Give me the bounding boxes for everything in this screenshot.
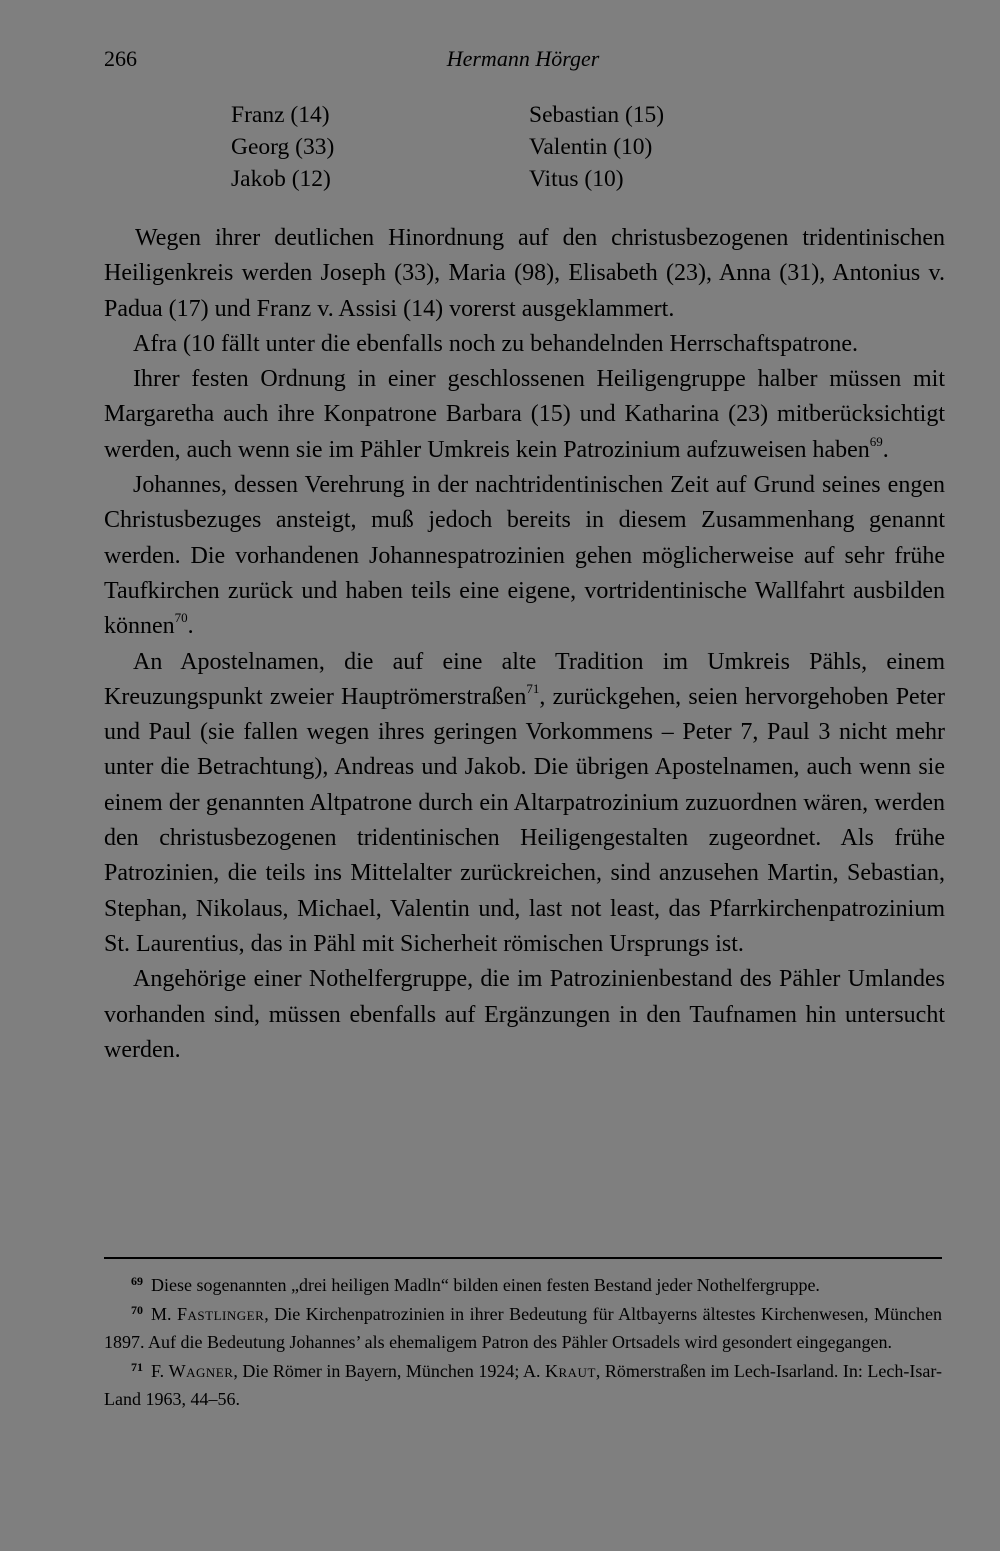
footnote-71: [104, 1357, 942, 1414]
footnote-text: , Die Kirchenpatrozinien in ihrer Bedeutung für Altbayerns ältestes Kirchenwesen, München 1897. Auf die Bedeutung Johannes’ als ehemaligem Patron des Pähler Ortsadels wird gesondert eingegangen.: [104, 1303, 942, 1352]
footnotes: [104, 1271, 942, 1414]
name-entry: Valentin (10): [529, 134, 653, 160]
paragraph-text: An Apostelnamen, die auf eine alte Tradition im Umkreis Pähls, einem Kreuzungspunkt zweier Hauptrömerstraßen: [104, 648, 945, 710]
footnote-text: , Die Römer in Bayern, München 1924; A.: [233, 1360, 545, 1381]
name-entry: Vitus (10): [529, 166, 624, 192]
running-head: Hermann Hörger: [446, 46, 600, 71]
paragraph-end: .: [882, 436, 889, 463]
paragraph: [104, 645, 945, 963]
paragraph: [104, 362, 945, 468]
page-header: [104, 46, 942, 76]
footnote-text: F.: [151, 1360, 169, 1381]
footnote-ref-69[interactable]: 69: [869, 433, 883, 449]
footnote-number: 71: [131, 1359, 143, 1374]
name-entry: Franz (14): [231, 102, 330, 128]
footnote-divider: [104, 1257, 942, 1259]
author-name: Wagner: [168, 1360, 234, 1381]
paragraph-end: .: [187, 613, 194, 640]
name-entry: Jakob (12): [231, 166, 331, 192]
footnote-number: 69: [131, 1274, 143, 1288]
footnote-text: Diese sogenannten „drei heiligen Madln“ bilden einen festen Bestand jeder Nothelfergruppe.: [151, 1275, 820, 1295]
paragraph-text: Ihrer festen Ordnung in einer geschlossenen Heiligengruppe halber müssen mit Margaretha auch ihre Konpatrone Barbara (15) und Katharina (23) mitberücksichtigt werden, auch wenn sie im Pähler Umkreis kein Patrozinium aufzuweisen haben: [104, 366, 945, 463]
page-number: 266: [104, 46, 137, 71]
paragraph: Angehörige einer Nothelfergruppe, die im Patrozinienbestand des Pähler Umlandes vorhanden sind, müssen ebenfalls auf Ergänzungen in den Taufnamen hin untersucht werden.: [104, 966, 945, 1063]
footnote-text: , Römerstraßen im Lech-Isarland. In: Lech-Isar-Land 1963, 44–56.: [104, 1360, 942, 1409]
name-entry: Georg (33): [231, 134, 335, 160]
author-name: Kraut: [545, 1360, 596, 1381]
paragraph-text: , zurückgehen, seien hervorgehoben Peter und Paul (sie fallen wegen ihres geringen Vorkommens – Peter 7, Paul 3 nicht mehr unter die Betrachtung), Andreas und Jakob. Die übrigen Apostelnamen, auch wenn sie einem der genannten Altpatrone durch ein Altarpatrozinium zuzuordnen wären, werden den christusbezogenen tridentinischen Heiligengestalten zugeordnet. Als frühe Patrozinien, die teils ins Mittelalter zurückreichen, sind anzusehen Martin, Sebastian, Stephan, Nikolaus, Michael, Valentin und, last not least, das Pfarrkirchenpatrozinium St. Laurentius, das in Pähl mit Sicherheit römischen Ursprungs ist.: [104, 683, 945, 957]
name-column-right: [529, 99, 664, 195]
author-name: Fastlinger: [177, 1303, 265, 1324]
footnote-70: [104, 1300, 942, 1357]
body-text: [104, 221, 945, 1068]
footnote-69: [104, 1271, 942, 1300]
paragraph-text: Johannes, dessen Verehrung in der nachtridentinischen Zeit auf Grund seines engen Christusbezuges ansteigt, muß jedoch bereits in diesem Zusammenhang genannt werden. Die vorhandenen Johannespatrozinien gehen möglicherweise auf sehr frühe Taufkirchen zurück und haben teils eine eigene, vortridentinische Wallfahrt ausbilden können: [104, 472, 945, 640]
paragraph: Wegen ihrer deutlichen Hinordnung auf den christusbezogenen tridentinischen Heiligenkreis werden Joseph (33), Maria (98), Elisabeth (23), Anna (31), Antonius v. Padua (17) und Franz v. Assisi (14) vorerst ausgeklammert.: [104, 225, 945, 322]
paragraph: [104, 468, 945, 644]
paragraph: Afra (10 fällt unter die ebenfalls noch zu behandelnden Herrschaftspatrone.: [133, 330, 859, 357]
name-entry: Sebastian (15): [529, 102, 665, 128]
footnote-ref-70[interactable]: 70: [174, 610, 188, 626]
footnote-ref-71[interactable]: 71: [526, 680, 540, 696]
footnote-text: M.: [151, 1303, 178, 1324]
footnote-number: 70: [131, 1302, 143, 1317]
name-column-left: [231, 99, 334, 195]
